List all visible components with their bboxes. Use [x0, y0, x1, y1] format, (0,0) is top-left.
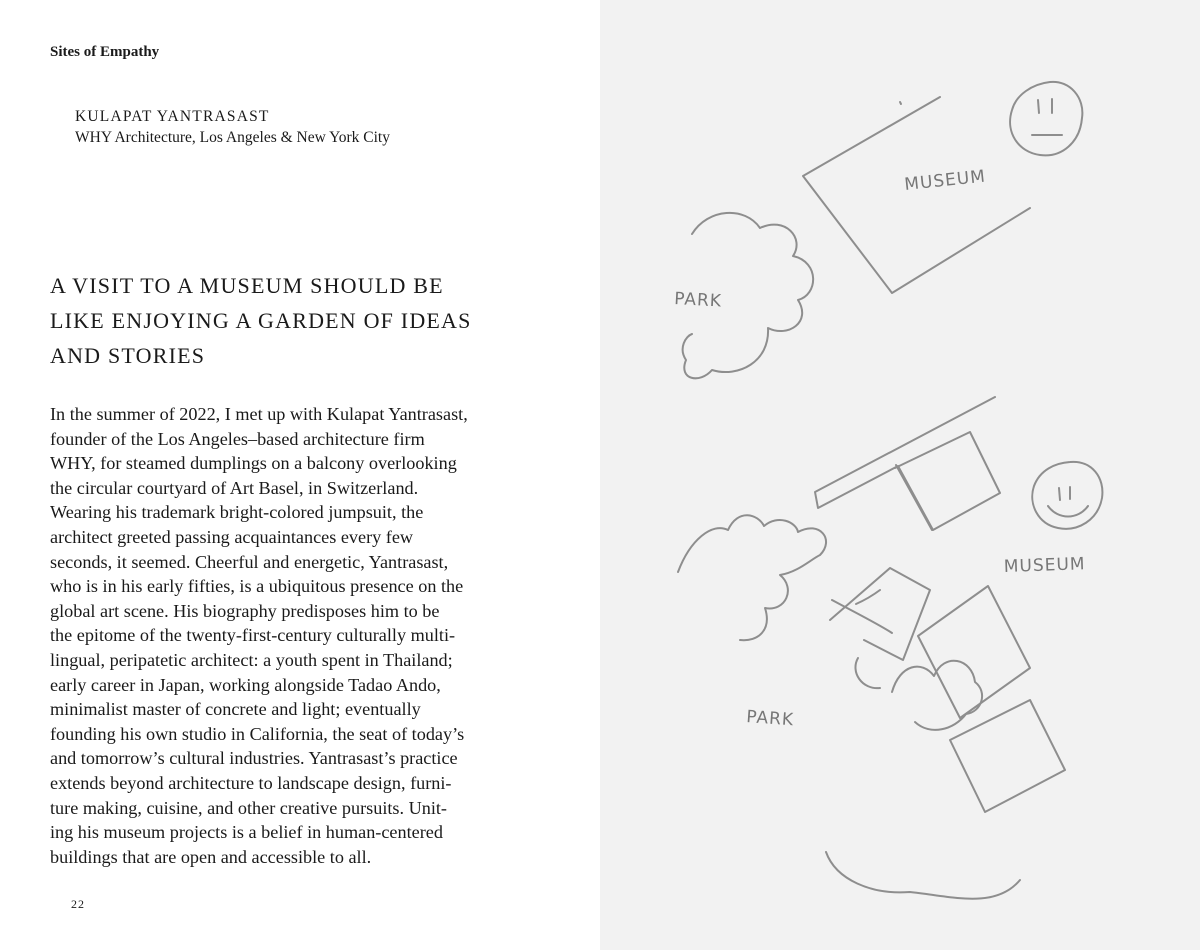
body-line: global art scene. His biography predisposes him to be: [50, 600, 440, 621]
sad-face-features: [1032, 99, 1062, 135]
body-line: and tomorrow’s cultural industries. Yantrasast’s practice: [50, 748, 458, 769]
top-sketch: [674, 82, 1083, 378]
happy-face-features: [1048, 487, 1088, 517]
body-line: Wearing his trademark bright-colored jumpsuit, the: [50, 502, 424, 523]
body-line: seconds, it seemed. Cheerful and energetic, Yantrasast,: [50, 551, 449, 572]
bottom-museum-building-2: [830, 568, 930, 660]
body-line: early career in Japan, working alongside Tadao Ando,: [50, 674, 441, 695]
body-line: buildings that are open and accessible to all.: [50, 846, 372, 867]
bottom-park-edge: [826, 852, 1020, 899]
body-line: the circular courtyard of Art Basel, in Switzerland.: [50, 477, 419, 498]
body-line: lingual, peripatetic architect: a youth spent in Thailand;: [50, 649, 453, 670]
headline-line: AND STORIES: [50, 343, 206, 368]
body-line: ture making, cuisine, and other creative pursuits. Unit-: [50, 797, 447, 818]
top-museum-label: MUSEUM: [903, 166, 987, 195]
sketch-dot: [900, 102, 901, 104]
page-number: 22: [71, 897, 85, 911]
body-line: WHY, for steamed dumplings on a balcony overlooking: [50, 453, 457, 474]
body-line: extends beyond architecture to landscape design, furni-: [50, 772, 452, 793]
body-line: In the summer of 2022, I met up with Kulapat Yantrasast,: [50, 404, 468, 424]
author-affiliation: WHY Architecture, Los Angeles & New York City: [75, 129, 390, 146]
top-museum-outline: [803, 97, 1030, 293]
top-park-label: PARK: [673, 289, 723, 312]
bottom-museum-label: MUSEUM: [1003, 554, 1086, 577]
headline-line: LIKE ENJOYING A GARDEN OF IDEAS: [50, 308, 472, 333]
body-line: architect greeted passing acquaintances every few: [50, 526, 414, 547]
body-line: minimalist master of concrete and light; eventually: [50, 699, 421, 720]
chapter-headline: [50, 268, 570, 373]
body-paragraph: [50, 402, 590, 869]
body-line: ing his museum projects is a belief in human-centered: [50, 822, 443, 843]
bottom-museum-building-3: [918, 586, 1030, 718]
bottom-park-tree-middle: [892, 661, 982, 730]
bottom-park-tree-left: [678, 515, 826, 640]
bottom-museum-building-4: [950, 700, 1065, 812]
bottom-sketch: [678, 397, 1102, 899]
headline-line: A VISIT TO A MUSEUM SHOULD BE: [50, 273, 444, 298]
right-page-sketch: [600, 0, 1200, 950]
author-block: [75, 106, 390, 148]
bottom-building-edge: [896, 465, 932, 530]
bottom-museum-building-1: [815, 397, 1000, 530]
body-line: founding his own studio in California, the seat of today’s: [50, 723, 465, 744]
body-line: who is in his early fifties, is a ubiquitous presence on the: [50, 576, 464, 597]
sad-face-icon: [1010, 82, 1082, 156]
happy-face-icon: [1032, 462, 1102, 529]
running-head: Sites of Empathy: [50, 44, 160, 60]
bottom-park-label: PARK: [745, 707, 795, 731]
body-line: the epitome of the twenty-first-century culturally multi-: [50, 625, 456, 646]
museum-park-sketch: [600, 0, 1200, 950]
body-line: founder of the Los Angeles–based architecture firm: [50, 428, 425, 449]
bottom-connecting-paths: [832, 600, 892, 688]
author-name: KULAPAT YANTRASAST: [75, 108, 270, 125]
